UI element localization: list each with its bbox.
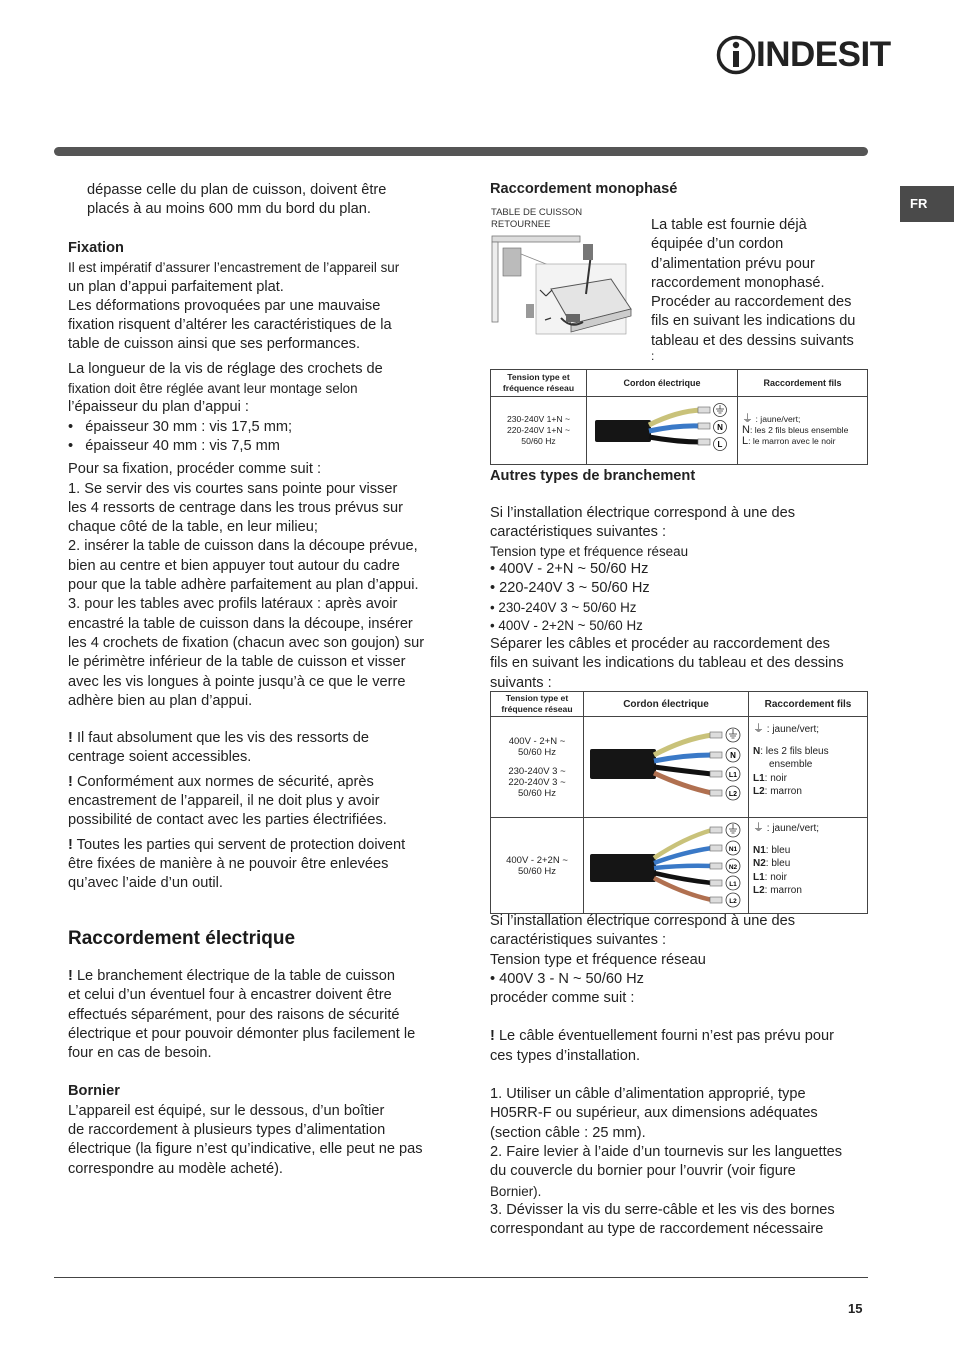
text-line: dépasse celle du plan de cuisson, doivent être [87,182,387,198]
tension-line: 50/60 Hz [521,436,556,446]
tension-cell [491,717,584,818]
text-line: caractéristiques suivantes : [490,524,667,541]
text-line: ces types d’installation. [490,1047,641,1064]
text-line: suivants : [490,674,552,691]
text-line: du couvercle du bornier pour l’ouvrir (voir figure [490,1163,796,1180]
text-line: Toutes les parties qui servent de protection doivent [76,836,406,853]
text-line: Il est impératif d’assurer l’encastrement de l’appareil sur [68,260,400,276]
bornier-heading: Bornier [68,1083,120,1100]
list-item: • 230-240V 3 ~ 50/60 Hz [490,600,637,616]
fil-text: : jaune/vert; [766,823,820,834]
list-item: • 400V - 2+2N ~ 50/60 Hz [490,618,643,634]
svg-text:L2: L2 [729,898,737,905]
text-line: qu’avec l’aide d’un outil. [68,875,223,892]
fils-cell [749,717,868,818]
caption-line: RETOURNEE [491,218,551,230]
fil-l1 [753,871,867,885]
cordon-cell [584,818,749,914]
text-line: H05RR-F ou supérieur, aux dimensions adéquates [490,1105,818,1122]
fil-text: : les 2 fils bleus [760,745,829,757]
tension-line: 50/60 Hz [517,746,557,758]
hob-wiring-figure [491,234,636,364]
cordon-cell [584,717,749,818]
tension-line: 220-240V 1+N ~ [506,425,571,435]
monophase-text [651,216,871,364]
fil-l [742,436,867,447]
fil-text: ensemble [769,759,813,770]
text-line: bien au centre et bien appuyer tout autour du cadre [68,557,400,574]
text-line: tableau et des dessins suivants [651,332,854,349]
autres-heading: Autres types de branchement [490,468,696,484]
text-line: fixation doit être réglée avant leur montage selon [68,381,358,397]
fil-text: : marron [764,885,802,896]
text-line: Si l’installation électrique correspond à une des [490,505,796,521]
svg-text:L1: L1 [729,881,737,888]
tension-line: 400V - 2+2N ~ [506,854,568,866]
fil-text: : noir [764,871,787,883]
tension-line: 400V - 2+N ~ [508,735,566,747]
svg-text:N: N [717,423,723,432]
fil-n [742,425,867,436]
fil-text: : le marron avec le noir [748,436,836,446]
text-line: Le câble éventuellement fourni n’est pas prévu pour [498,1028,834,1045]
text-line: Le branchement électrique de la table de cuisson [76,968,395,984]
text-line: électrique (la figure n’est qu’indicative, elle peut ne pas [68,1141,423,1158]
language-tab: FR [900,186,954,222]
autres-section [490,504,870,693]
col-header-tension: Tension type et fréquence réseau [491,370,587,397]
cable-3-wire-drawing [587,397,737,461]
text-line: four en cas de besoin. [68,1045,212,1062]
text-line: correspondre au modèle acheté). [68,1160,283,1177]
svg-text:N: N [730,751,736,760]
ground-icon: ⏚ [753,822,764,834]
text-line: Si l’installation électrique correspond à une des [490,913,796,929]
text-line: 3. Dévisser la vis du serre-câble et les vis des bornes [490,1201,835,1218]
raccordement-heading: Raccordement électrique [68,928,296,949]
svg-text:L1: L1 [728,772,738,779]
text-line: fixation risquent d’altérer les caractéristiques de la [68,317,392,334]
text-line: Tension type et fréquence réseau [490,543,689,559]
fil-text: : jaune/vert; [766,724,820,735]
text-line: Bornier). [490,1183,542,1199]
fixation-heading: Fixation [68,240,124,256]
intro-text [87,181,427,220]
fil-code: N [753,745,761,757]
text-line: correspondant au type de raccordement nécessaire [490,1221,824,1238]
text-line: possibilité de contact avec les parties électrifiées. [68,812,387,829]
text-line: fils en suivant les indications du tableau et des dessins [490,655,844,672]
warning-3: ! Toutes les parties qui servent de protection doivent [68,836,406,853]
col-header-fils: Raccordement fils [749,692,868,717]
warning-1: ! Il faut absolument que les vis des ressorts de [68,730,369,747]
col-header-cordon: Cordon électrique [584,692,749,717]
fil-code: L2 [753,885,765,896]
list-item: • 400V - 2+N ~ 50/60 Hz [490,560,649,577]
cable-4-wire-drawing [584,717,748,814]
tension-line: 220-240V 3 ~ [508,776,566,788]
warning-2: ! Conformément aux normes de sécurité, après [68,773,374,790]
bullet-text: épaisseur 40 mm : vis 7,5 mm [85,437,280,454]
text-line: La table est fournie déjà [651,217,807,233]
warning-5: ! Le câble éventuellement fourni n’est pas prévu pour [490,1028,834,1045]
fil-n1 [753,844,867,858]
fil-code: N1 [753,844,766,856]
text-line: de raccordement à plusieurs types d’alimentation [68,1122,386,1139]
ground-icon: ⏚ [742,413,753,425]
text-line: fils en suivant les indications du [651,313,856,330]
bullet-item: • épaisseur 40 mm : vis 7,5 mm [68,437,280,454]
text-line: l’épaisseur du plan d’appui : [68,399,249,416]
fil-code: L [742,435,749,447]
fil-text: : noir [764,772,787,784]
svg-text:N2: N2 [728,864,738,871]
fil-code: L1 [753,772,765,784]
tension-cell [491,397,587,465]
text-line: avec les vis longues à pointe jusqu’à ce que le verre [68,673,406,690]
text-line: pour que la table adhère parfaitement au plan d’appui. [68,577,419,594]
text-line: effectués séparément, pour des raisons de sécurité [68,1006,400,1023]
figure-caption [491,207,582,230]
col-header-fils: Raccordement fils [738,370,868,397]
text-line: raccordement monophasé. [651,274,825,291]
fil-text: : les 2 fils bleus ensemble [749,425,849,435]
fils-cell [738,397,868,465]
raccordement-section [68,967,453,1179]
col-header-tension: Tension type et fréquence réseau [491,692,584,717]
fil-l2 [753,785,867,799]
fil-text: : marron [764,786,802,797]
text-line: Il faut absolument que les vis des ressorts de [76,730,369,747]
final-section [490,912,875,1239]
text-line: (section câble : 25 mm). [490,1124,646,1141]
bullet-text: épaisseur 30 mm : vis 17,5 mm; [85,418,293,435]
fil-ground [753,723,867,737]
indesit-logo [716,34,891,76]
text-line: Pour sa fixation, procéder comme suit : [68,461,322,478]
page-number: 15 [848,1301,863,1316]
text-line: caractéristiques suivantes : [490,932,667,949]
list-item: • 220-240V 3 ~ 50/60 Hz [490,579,650,596]
tension-line: 50/60 Hz [517,787,557,799]
multiphase-table [490,691,868,914]
footer-rule [54,1277,868,1278]
caption-line: TABLE DE CUISSON [491,207,583,218]
text-line: adhère bien au plan d’appui. [68,692,253,709]
text-line: 1. Utiliser un câble d’alimentation approprié, type [490,1086,806,1103]
fil-text: : bleu [765,858,791,869]
text-line: 2. Faire levier à l’aide d’un tournevis sur les languettes [490,1143,843,1160]
text-line: table de cuisson ainsi que ses performances. [68,336,361,353]
logo-emblem-icon [716,34,756,76]
fil-code: L1 [753,871,765,883]
text-line: Conformément aux normes de sécurité, après [76,773,374,790]
text-line: les 4 crochets de fixation (chacun avec son goujon) sur [68,634,425,651]
monophase-table [490,369,868,465]
text-line: être fixées de manière à ne pouvoir être enlevées [68,855,389,872]
text-line: d’alimentation prévu pour [651,255,815,272]
text-line: Les déformations provoquées par une mauvaise [68,297,381,314]
text-line: encastrement de l’appareil, il ne doit plus y avoir [68,793,380,810]
text-line: et celui d’un éventuel four à encastrer doivent être [68,987,392,1004]
col-header-cordon: Cordon électrique [587,370,738,397]
fil-ground [742,414,867,425]
svg-text:L2: L2 [728,791,738,798]
fil-code: N2 [753,858,766,869]
cordon-cell [587,397,738,465]
fil-ground [753,822,867,836]
fils-cell [749,818,868,914]
text-line: Procéder au raccordement des [651,294,852,311]
text-line: Tension type et fréquence réseau [490,951,706,968]
monophase-heading: Raccordement monophasé [490,181,678,197]
tension-line: 230-240V 1+N ~ [506,414,571,424]
fil-text: : bleu [765,844,791,856]
fil-n2 [753,857,867,871]
fil-code: N [742,424,750,436]
fil-code: L2 [753,786,765,797]
text-line: L’appareil est équipé, sur le dessous, d’un boîtier [68,1102,385,1119]
text-line: 3. pour les tables avec profils latéraux : après avoir [68,596,398,613]
fil-n [753,745,867,759]
fil-l2 [753,884,867,898]
text-line: Séparer les câbles et procéder au raccordement des [490,636,830,653]
tension-cell [491,818,584,914]
bullet-item: • épaisseur 30 mm : vis 17,5 mm; [68,418,293,435]
cable-5-wire-drawing [584,818,748,910]
text-line: les 4 ressorts de centrage dans les trous prévus sur [68,499,404,516]
svg-text:L: L [717,440,723,449]
fixation-section [68,239,448,894]
text-line: électrique et pour pouvoir démonter plus facilement le [68,1025,416,1042]
text-line: 2. insérer la table de cuisson dans la découpe prévue, [68,538,418,555]
tension-line: 230-240V 3 ~ [508,765,566,777]
svg-text:N1: N1 [728,846,738,853]
text-line: chaque côté de la table, en leur milieu; [68,519,318,536]
ground-icon: ⏚ [753,723,764,735]
text-line: • 400V 3 - N ~ 50/60 Hz [490,970,644,987]
text-line: placés à au moins 600 mm du bord du plan. [87,201,371,218]
text-line: : [651,349,655,364]
text-line: La longueur de la vis de réglage des crochets de [68,360,383,377]
text-line: encastré la table de cuisson dans la découpe, insérer [68,615,413,632]
text-line: procéder comme suit : [490,990,635,1007]
text-line: 1. Se servir des vis courtes sans pointe pour visser [68,480,398,497]
text-line: le périmètre inférieur de la table de cuisson et visser [68,654,406,671]
text-line: équipée d’un cordon [651,236,784,253]
text-line: un plan d’appui parfaitement plat. [68,278,284,295]
text-line: centrage soient accessibles. [68,749,252,766]
header-rule [54,147,868,156]
warning-4: ! Le branchement électrique de la table de cuisson [68,968,395,984]
logo-wordmark: INDESIT [756,35,891,74]
fil-text: : jaune/vert; [755,414,801,424]
tension-line: 50/60 Hz [517,865,557,877]
fil-l1 [753,772,867,786]
